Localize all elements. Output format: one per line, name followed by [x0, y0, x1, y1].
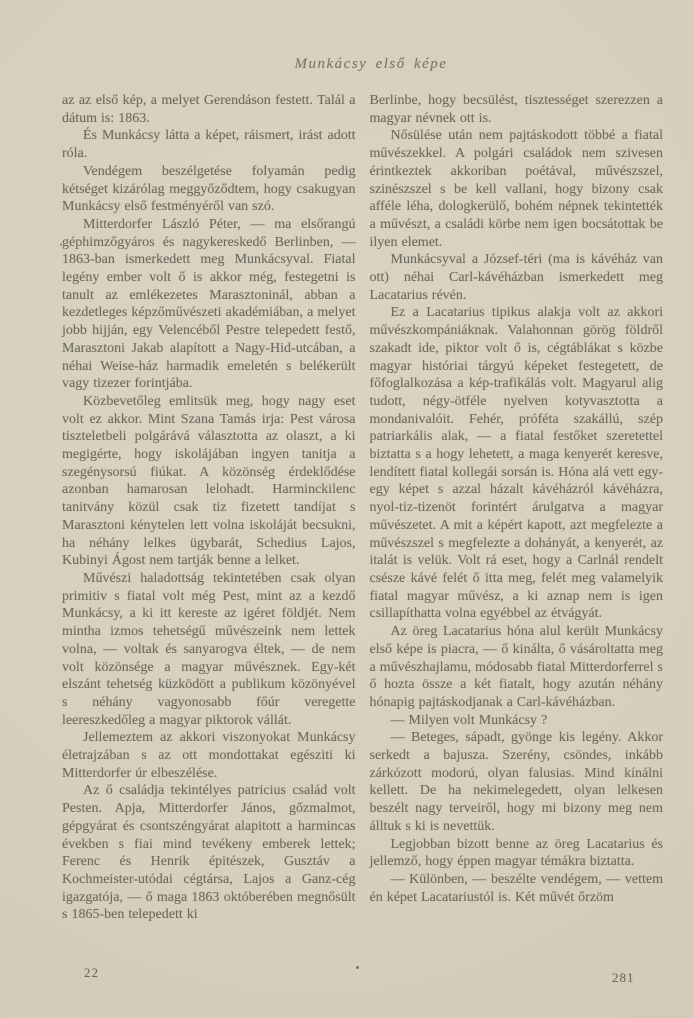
paragraph: — Milyen volt Munkácsy ? — [390, 712, 548, 728]
paragraph: — Beteges, sápadt, gyönge kis legény. Akkor serkedt a bajusza. Szerény, csöndes, inkább zárkózott modorú, olyan falusias. Mind kínálni kellett. De ha nekimelegedett, olyan lelkesen beszélt nagy terveiről, hogy mi bizony meg nem álltuk s ki is nevettük. — [369, 730, 663, 834]
paragraph: Mitterdorfer László Péter, — ma elsőrangú géphimzőgyáros és nagykereskedő Berlinben, — 1863-ban ismerkedett meg Munkácsyval. Fiatal legény ember volt ő is akkor még, festegetni is tanult az emlékezetes Marasztoninál, abban a kezdetleges képzőművészeti akadémiában, a melyet jobb hijján, egy Velencéből Pestre telepedett festő, Marasztoni Jakab alapított a Nagy-Hid-utcában, a néhai Weise-ház harmadik emeletén s belékerült vagy tizezer forintjába. — [62, 216, 356, 392]
paragraph: Az ő családja tekintélyes patricius család volt Pesten. Apja, Mitterdorfer János, gőzmalmot, gépgyárat és csontszéngyárat alapitott a harmincas években s fiai mind tevékeny emberek lettek; Ferenc és Henrik épitészek, Gusztáv a Kochmeister-utódai cégtársa, Lajos a Ganz-cég igazgatója, — ő maga 1863 októberében megnősült s 1865-ben telepedett ki — [62, 783, 356, 923]
page-number: 281 — [612, 970, 635, 985]
paragraph: Munkácsyval a József-téri (ma is kávéház van ott) néhai Carl-kávéházban ismerkedett meg Lacatarius révén. — [369, 252, 663, 303]
paragraph: Vendégem beszélgetése folyamán pedig kétséget kizárólag meggyőződtem, hogy csakugyan Munkácsy első festményéről van szó. — [62, 163, 356, 215]
paragraph: Közbevetőleg emlitsük meg, hogy nagy eset volt ez akkor. Mint Szana Tamás irja: Pest városa tiszteletbeli polgárává választotta az olaszt, a ki megigérte, hogy iskolájában ingyen tanitja a szegénysorsú fiúkat. A közönség érdeklődése azonban hamarosan lelohadt. Harminckilenc tanitvány közül csak tiz fizetett tandíjat s Marasztoni kénytelen lett volna iskoláját becsukni, ha néhány lelkes ügybarát, Schedius Lajos, Kubinyi Ágost nem tartják benne a lelket. — [62, 393, 356, 569]
paragraph: az az első kép, a melyet Gerendáson festett. Talál a dátum is: 1863. — [62, 93, 356, 126]
signature-number: 22 — [84, 965, 99, 980]
paragraph: Az öreg Lacatarius hóna alul került Munkácsy első képe is piacra, — ő kinálta, ő vásároltatta meg a művészhajlamu, módosabb fiatal Mitterdorferrel s ő hozta össze a két fiatalt, hogy azután néhány hónapig pajtáskodjanak a Carl-kávéházban. — [369, 624, 663, 710]
ink-speck — [60, 243, 62, 246]
paragraph: Nősülése után nem pajtáskodott többé a fiatal művészekkel. A polgári családok nem szivesen érintkeztek akkoriban poétával, művészszel, szinészszel s be kell vallani, hogy bizony csak afféle léha, dologkerülő, bohém népnek tekintették a művészt, a családi körbe nem igen bocsátottak be ilyen elemet. — [369, 128, 663, 250]
running-header: Munkácsy első képe — [294, 56, 448, 72]
paragraph: Legjobban bizott benne az öreg Lacatarius és jellemző, hogy éppen magyar témákra biztatta. — [369, 836, 663, 870]
paragraph: — Különben, — beszélte vendégem, — vettem én képet Lacatariustól is. Két művét őrzöm — [369, 871, 663, 905]
text-columns — [62, 92, 663, 924]
paragraph: És Munkácsy látta a képet, ráismert, irást adott róla. — [62, 128, 356, 162]
paragraph: Ez a Lacatarius tipikus alakja volt az akkori művészkompániáknak. Valahonnan görög földről szakadt ide, piktor volt ő is, cégtáblákat s közbe magyar históriai tárgyú képeket festegetett, de főfoglalkozása a kép-trafikálás volt. Magyarul alig tudott, négy-ötféle nyelven kotyvasztotta a mondanivalóit. Fehér, próféta szakállú, szép patriarkális alak, — a fiatal festőket szeretettel biztatta s a hogy lehetett, a maga kenyerét keresve, lendített fiatal kollegái sorsán is. Hóna alá vett egy-egy képet s azzal házalt kávéházról kávéházra, nyol-tiz-tizenöt forintért árulgatva a magyar művészetet. A mit a képért kapott, azt megfelezte a művészszel s megfelezte a dohányát, a kenyerét, az italát is velük. Volt rá eset, hogy a Carlnál rendelt csésze kávé felét ő itta meg, felét meg valamelyik fiatal magyar művész, a ki aznap nem is igen csillapíthatta volna egyébbel az étvágyát. — [369, 305, 663, 622]
paragraph: Berlinbe, hogy becsülést, tisztességet szerezzen a magyar névnek ott is. — [369, 93, 663, 126]
right-column — [370, 92, 664, 924]
paragraph: Jellemeztem az akkori viszonyokat Munkácsy életrajzában s az ott mondottakat egésziti ki Mitterdorfer úr elbeszélése. — [62, 730, 356, 781]
paragraph: Művészi haladottság tekintetében csak olyan primitiv s fiatal volt még Pest, mint az a kezdő Munkácsy, a ki itt kereste az igéret földjét. Nem mintha izmos tehetségű művészeink nem lettek volna, — voltak és sanyarogva éltek, — de nem volt közönsége a magyar művésznek. Egy-két elszánt tehetség küzködött a publikum közönyével s néhány vagyonosabb főúr veregette leereszkedőleg a magyar piktorok vállát. — [62, 570, 356, 728]
left-column — [62, 92, 356, 924]
ink-speck — [356, 966, 359, 969]
